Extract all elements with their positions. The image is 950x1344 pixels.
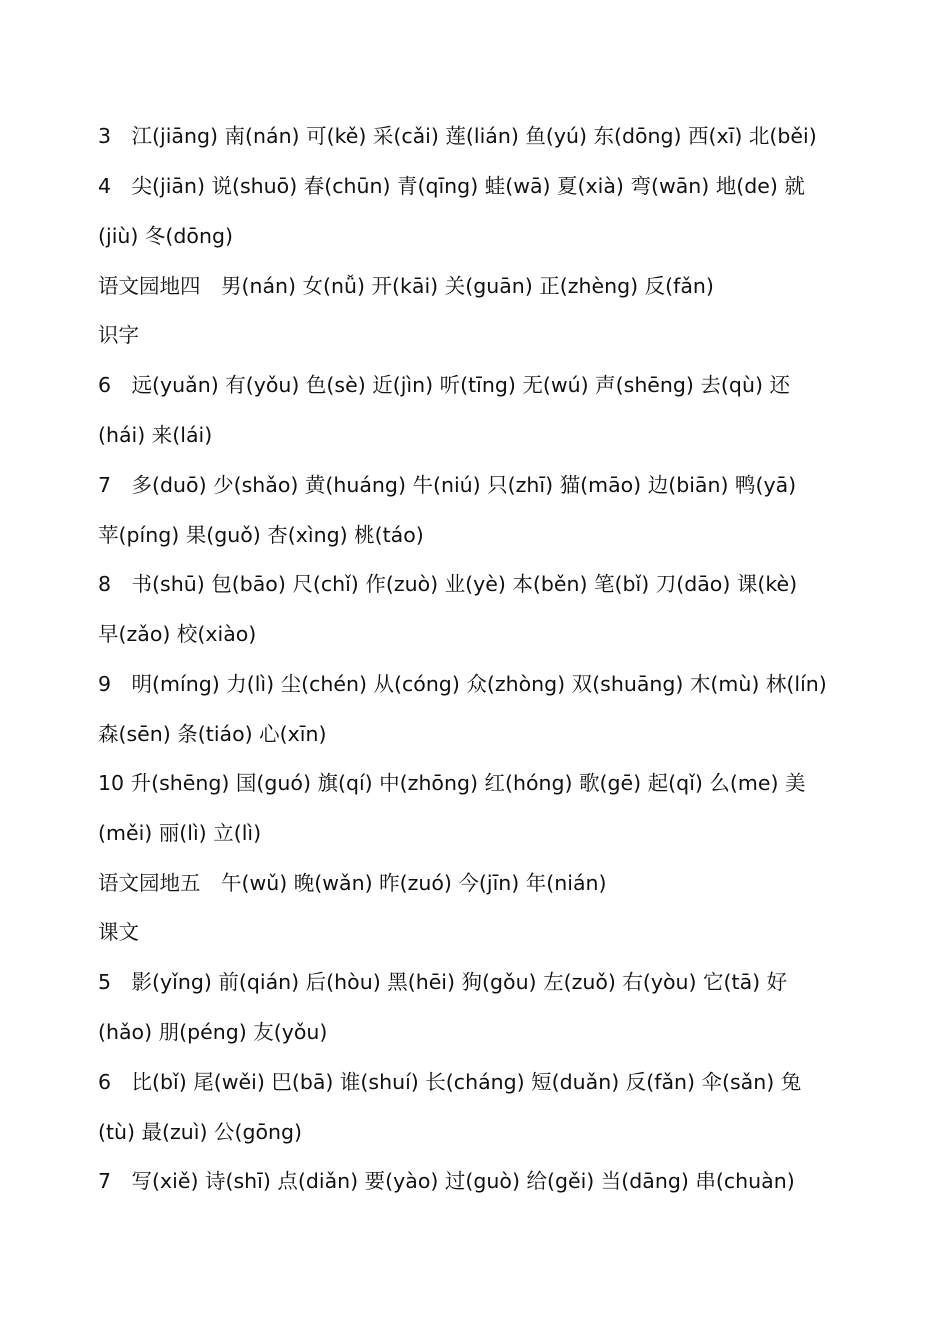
text-line: 早(zǎo) 校(xiào) xyxy=(98,622,257,646)
text-line: 苹(píng) 果(guǒ) 杏(xìng) 桃(táo) xyxy=(98,523,424,547)
section-heading: 课文 xyxy=(98,920,139,944)
text-line: 6 比(bǐ) 尾(wěi) 巴(bā) 谁(shuí) 长(cháng) 短(duǎn) 反(fǎn) 伞(sǎn) 兔 xyxy=(98,1070,802,1094)
text-line: 7 写(xiě) 诗(shī) 点(diǎn) 要(yào) 过(guò) 给(gěi) 当(dāng) 串(chuàn) xyxy=(98,1169,795,1193)
text-line: (tù) 最(zuì) 公(gōng) xyxy=(98,1120,303,1144)
text-line: (měi) 丽(lì) 立(lì) xyxy=(98,821,262,845)
text-line: (jiù) 冬(dōng) xyxy=(98,224,233,248)
text-line: 10 升(shēng) 国(guó) 旗(qí) 中(zhōng) 红(hóng) 歌(gē) 起(qǐ) 么(me) 美 xyxy=(98,771,806,795)
text-line: (hǎo) 朋(péng) 友(yǒu) xyxy=(98,1020,328,1044)
text-line: 3 江(jiāng) 南(nán) 可(kě) 采(cǎi) 莲(lián) 鱼(yú) 东(dōng) 西(xī) 北(běi) xyxy=(98,124,817,148)
text-line: 森(sēn) 条(tiáo) 心(xīn) xyxy=(98,722,327,746)
text-line: 6 远(yuǎn) 有(yǒu) 色(sè) 近(jìn) 听(tīng) 无(wú) 声(shēng) 去(qù) 还 xyxy=(98,373,790,397)
text-line: 4 尖(jiān) 说(shuō) 春(chūn) 青(qīng) 蛙(wā) 夏(xià) 弯(wān) 地(de) 就 xyxy=(98,174,805,198)
text-line: 9 明(míng) 力(lì) 尘(chén) 从(cóng) 众(zhòng) 双(shuāng) 木(mù) 林(lín) xyxy=(98,672,827,696)
section-heading: 语文园地四 男(nán) 女(nǚ) 开(kāi) 关(guān) 正(zhèng) 反(fǎn) xyxy=(98,274,714,298)
text-line: 5 影(yǐng) 前(qián) 后(hòu) 黑(hēi) 狗(gǒu) 左(zuǒ) 右(yòu) 它(tā) 好 xyxy=(98,970,788,994)
text-line: (hái) 来(lái) xyxy=(98,423,213,447)
text-line: 8 书(shū) 包(bāo) 尺(chǐ) 作(zuò) 业(yè) 本(běn) 笔(bǐ) 刀(dāo) 课(kè) xyxy=(98,572,798,596)
text-line: 7 多(duō) 少(shǎo) 黄(huáng) 牛(niú) 只(zhī) 猫(māo) 边(biān) 鸭(yā) xyxy=(98,473,797,497)
section-heading: 识字 xyxy=(98,323,139,347)
section-heading: 语文园地五 午(wǔ) 晚(wǎn) 昨(zuó) 今(jīn) 年(nián) xyxy=(98,871,607,895)
